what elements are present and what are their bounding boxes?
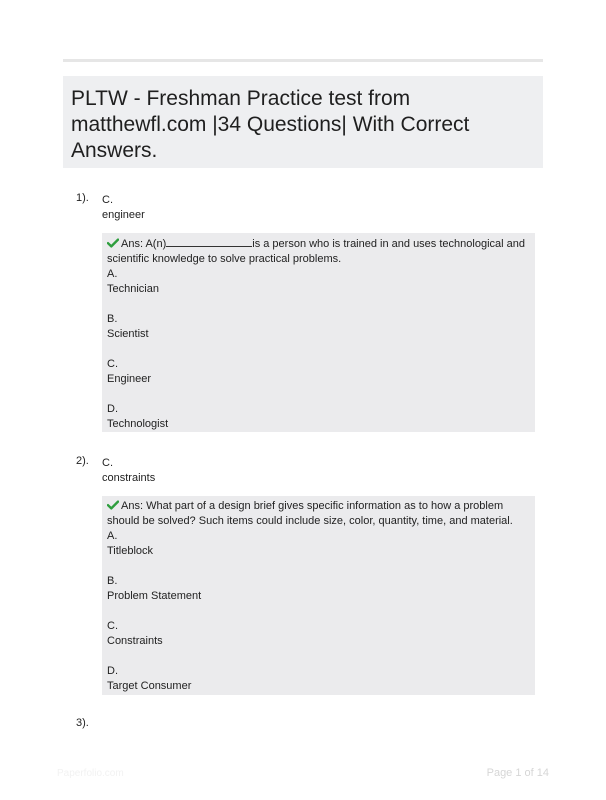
answer-word: constraints (102, 472, 156, 484)
ans-prefix: Ans: (121, 500, 144, 512)
option-d (107, 664, 527, 694)
option-text: Technician (107, 283, 159, 295)
option-text: Technologist (107, 418, 169, 430)
question-number: 3). (76, 717, 89, 729)
option-a (107, 267, 527, 297)
option-text: Constraints (107, 635, 163, 647)
option-letter: C. (107, 620, 118, 632)
option-text: Target Consumer (107, 680, 192, 692)
answer-word: engineer (102, 209, 145, 221)
question-text (107, 236, 527, 267)
question-text (107, 499, 527, 529)
option-letter: D. (107, 403, 118, 415)
answer-box (102, 496, 535, 695)
ans-text: What part of a design brief gives specific information as to how a problem should be solved? Such items could include size, color, quantity, time, and material. (107, 500, 513, 527)
option-c (107, 357, 527, 387)
option-letter: A. (107, 530, 118, 542)
option-letter: B. (107, 313, 118, 325)
fill-in-blank (166, 236, 252, 247)
page-number: Page 1 of 14 (486, 767, 549, 779)
ans-text: is a person who is trained in and uses technological and scientific knowledge to solve practical problems. (107, 238, 525, 265)
option-b (107, 312, 527, 342)
answer-box (102, 233, 535, 432)
footer-watermark: Paperfolio.com (57, 768, 124, 779)
question-answer-summary (102, 456, 155, 486)
option-text: Scientist (107, 328, 149, 340)
page-title: PLTW - Freshman Practice test from matthewfl.com |34 Questions| With Correct Answers. (71, 87, 470, 162)
option-letter: A. (107, 268, 118, 280)
option-text: Titleblock (107, 545, 154, 557)
check-icon (107, 500, 119, 510)
option-a (107, 529, 527, 559)
option-c (107, 619, 527, 649)
option-d (107, 402, 527, 432)
answer-letter: C. (102, 194, 113, 206)
option-letter: B. (107, 575, 118, 587)
top-divider (63, 59, 543, 62)
check-icon (107, 238, 119, 248)
question-answer-summary (102, 193, 145, 223)
answer-letter: C. (102, 457, 113, 469)
ans-prefix: Ans: A(n) (121, 238, 167, 250)
option-text: Problem Statement (107, 590, 202, 602)
option-text: Engineer (107, 373, 152, 385)
option-letter: C. (107, 358, 118, 370)
question-number: 2). (76, 455, 89, 467)
question-number: 1). (76, 192, 89, 204)
option-b (107, 574, 527, 604)
option-letter: D. (107, 665, 118, 677)
title-banner (63, 76, 543, 168)
